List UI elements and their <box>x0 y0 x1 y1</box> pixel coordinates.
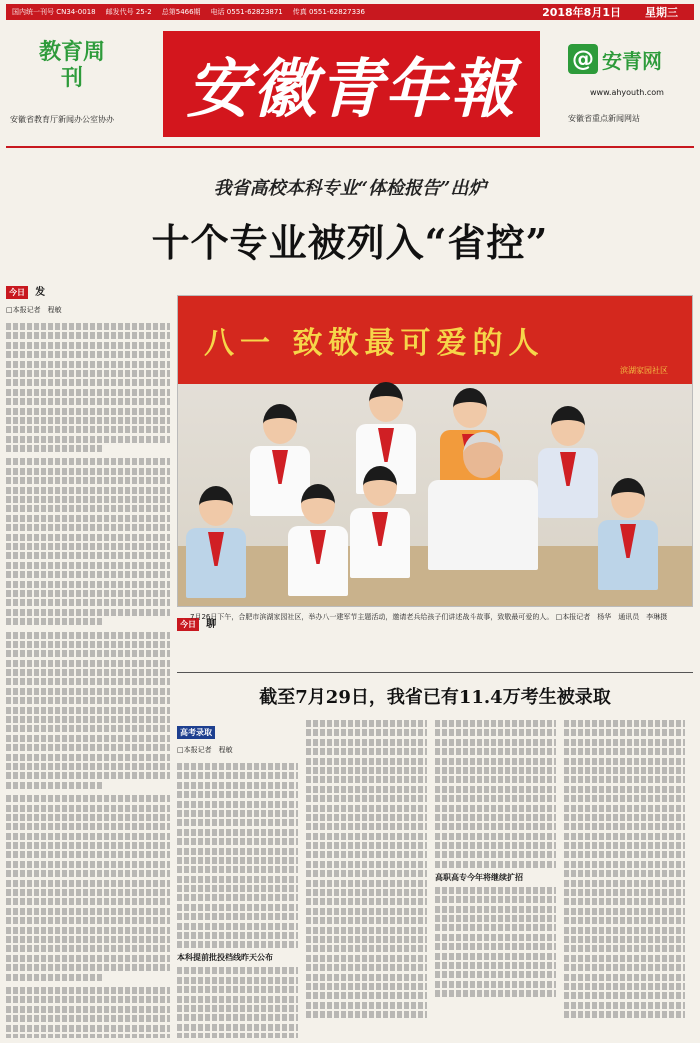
body-text-line <box>306 805 427 812</box>
body-text-line <box>435 720 556 727</box>
website-logo-text: 安青网 <box>602 48 662 73</box>
body-text-line <box>177 904 298 911</box>
banner-text: 八一 致敬最可爱的人 <box>204 326 545 361</box>
masthead-title: 安徽青年報 <box>186 52 517 127</box>
figure-head <box>301 484 335 524</box>
second-subhead-2: 高职高专今年将继续扩招 <box>435 872 523 882</box>
body-text-line <box>177 791 298 798</box>
body-text-line <box>177 913 298 920</box>
body-text-line <box>306 964 427 971</box>
body-text-line <box>6 688 170 695</box>
body-text-line <box>177 876 298 883</box>
body-text-line <box>6 361 170 368</box>
body-text-line <box>564 729 685 736</box>
figure-head <box>363 466 397 506</box>
photo-caption <box>190 612 690 622</box>
body-text-line <box>6 323 170 330</box>
body-text-line <box>435 887 556 894</box>
body-text-line <box>306 974 427 981</box>
red-scarf <box>560 452 576 486</box>
body-text-line <box>306 927 427 934</box>
body-text-line <box>6 389 170 396</box>
body-text-line <box>6 842 170 849</box>
figure-head <box>263 404 297 444</box>
second-section-marker <box>177 720 298 739</box>
body-text-line <box>6 697 170 704</box>
body-text-line <box>6 552 170 559</box>
second-article-column-1 <box>177 720 298 1038</box>
body-text-line <box>435 934 556 941</box>
second-article-column-3 <box>435 720 556 1038</box>
body-text-line <box>435 943 556 950</box>
second-headline: 截至7月29日，我省已有11.4万考生被录取 <box>259 687 611 708</box>
body-text-line <box>177 967 298 974</box>
body-text-line <box>6 861 170 868</box>
body-text-line <box>306 936 427 943</box>
body-text-line <box>6 927 170 934</box>
body-text-line <box>6 1025 170 1032</box>
body-text-line <box>564 786 685 793</box>
body-text-line <box>306 870 427 877</box>
body-text-line <box>177 829 298 836</box>
body-text-line <box>6 725 170 732</box>
telephone: 电话 0551-62823871 <box>210 8 283 16</box>
figure-body <box>538 448 598 518</box>
figure-head <box>463 432 503 478</box>
child-figure <box>186 486 246 598</box>
body-text-line <box>306 767 427 774</box>
body-text-line <box>435 971 556 978</box>
body-text-line <box>6 632 170 639</box>
figure-body <box>288 526 348 596</box>
body-text-line <box>435 805 556 812</box>
body-text-line <box>6 609 170 616</box>
body-text-line <box>306 758 427 765</box>
body-text-line <box>306 795 427 802</box>
caption-text: 7月26日下午，合肥市滨湖家园社区，举办八一建军节主题活动，邀请老兵给孩子们讲述战斗故事，致敬最可爱的人。 <box>190 613 554 621</box>
body-text-line <box>177 819 298 826</box>
body-text-line <box>564 805 685 812</box>
fax: 传真 0551-62827336 <box>292 8 365 16</box>
masthead <box>163 31 540 137</box>
body-text-line <box>6 370 170 377</box>
post-code: 邮发代号 25-2 <box>105 8 152 16</box>
body-text-line <box>306 842 427 849</box>
body-text-line <box>177 1033 298 1038</box>
body-text-line <box>435 814 556 821</box>
body-text-line <box>6 987 170 994</box>
body-text-line <box>6 889 170 896</box>
child-figure <box>350 466 410 578</box>
body-text-line <box>564 908 685 915</box>
body-text-line <box>6 445 104 452</box>
supplement-title: 教育周刊 <box>38 40 105 91</box>
body-text-line <box>435 729 556 736</box>
body-text-line <box>306 833 427 840</box>
second-byline: □本报记者 程敏 <box>177 746 233 754</box>
body-text-line <box>6 964 170 971</box>
child-figure <box>538 406 598 518</box>
body-text-line <box>177 848 298 855</box>
body-text-line <box>177 857 298 864</box>
body-text-line <box>6 1034 170 1038</box>
body-text-line <box>6 880 170 887</box>
body-text-line <box>6 426 170 433</box>
caption-credit: □本报记者 杨华 通讯员 李琳摄 <box>555 613 668 621</box>
body-text-line <box>564 974 685 981</box>
body-text-line <box>306 814 427 821</box>
body-text-line <box>6 379 170 386</box>
website-block <box>568 44 692 124</box>
body-text-line <box>435 915 556 922</box>
red-scarf <box>620 524 636 558</box>
body-text-line <box>6 408 170 415</box>
website-logo <box>568 44 692 74</box>
body-text-line <box>6 772 170 779</box>
body-text-line <box>6 618 104 625</box>
body-text-line <box>177 996 298 1003</box>
left-sponsor: 安徽省教育厅新闻办公室协办 <box>10 115 114 124</box>
body-text-line <box>564 917 685 924</box>
body-text-line <box>6 833 170 840</box>
body-text-line <box>177 1024 298 1031</box>
body-text-line <box>177 1014 298 1021</box>
body-text-line <box>6 678 170 685</box>
red-scarf <box>272 450 288 484</box>
body-text-line <box>6 590 170 597</box>
body-text-line <box>6 917 170 924</box>
body-text-line <box>6 782 104 789</box>
body-text-line <box>435 748 556 755</box>
body-text-line <box>306 851 427 858</box>
figure-head <box>453 388 487 428</box>
body-text-line <box>6 707 170 714</box>
body-text-line <box>6 1015 170 1022</box>
body-text-line <box>6 650 170 657</box>
body-text-line <box>306 945 427 952</box>
banner-subtext: 滨湖家园社区 <box>620 366 668 375</box>
body-text-line <box>435 786 556 793</box>
supplement-block <box>10 40 150 125</box>
second-article-column-2 <box>306 720 427 1038</box>
body-text-line <box>177 838 298 845</box>
left-article-column <box>6 280 170 1038</box>
body-text-line <box>564 842 685 849</box>
body-text-line <box>306 1002 427 1009</box>
right-sponsor: 安徽省重点新闻网站 <box>568 114 640 123</box>
red-scarf <box>310 530 326 564</box>
body-text-line <box>564 1002 685 1009</box>
body-text-line <box>306 917 427 924</box>
article-body-text <box>6 323 170 1038</box>
body-text-line <box>6 754 170 761</box>
body-text-line <box>6 945 170 952</box>
body-text-line <box>564 964 685 971</box>
body-text-line <box>564 870 685 877</box>
body-text-line <box>6 669 170 676</box>
body-text-line <box>6 599 170 606</box>
body-text-line <box>435 767 556 774</box>
body-text-line <box>306 861 427 868</box>
body-text-line <box>6 870 170 877</box>
body-text-line <box>6 823 170 830</box>
body-text-line <box>564 767 685 774</box>
body-text-line <box>435 776 556 783</box>
body-text-line <box>177 986 298 993</box>
body-text-line <box>177 782 298 789</box>
body-text-line <box>6 342 170 349</box>
body-text-line <box>435 795 556 802</box>
body-text-line <box>306 786 427 793</box>
body-text-line <box>564 983 685 990</box>
body-text-line <box>564 945 685 952</box>
child-figure <box>598 478 658 590</box>
caption-label: 聊 <box>206 619 217 630</box>
red-scarf <box>208 532 224 566</box>
veteran-figure <box>428 432 538 570</box>
body-text-line <box>6 805 170 812</box>
body-text-line <box>6 851 170 858</box>
red-scarf <box>372 512 388 546</box>
body-text-line <box>6 468 170 475</box>
section-divider <box>177 672 693 673</box>
body-text-line <box>6 581 170 588</box>
issue-weekday: 星期三 <box>645 6 678 19</box>
body-text-line <box>6 908 170 915</box>
figure-head <box>199 486 233 526</box>
body-text-line <box>435 861 556 868</box>
body-text-line <box>6 974 104 981</box>
body-text-line <box>6 571 170 578</box>
body-text-line <box>177 1005 298 1012</box>
body-text-line <box>435 981 556 988</box>
body-text-line <box>564 880 685 887</box>
body-text-line <box>564 833 685 840</box>
news-photo <box>177 295 693 607</box>
body-text-line <box>306 739 427 746</box>
body-text-line <box>6 505 170 512</box>
body-text-line <box>306 908 427 915</box>
body-text-line <box>564 936 685 943</box>
at-icon: @ <box>568 44 598 74</box>
body-text-line <box>306 992 427 999</box>
body-text-line <box>6 1006 170 1013</box>
second-subhead-1: 本科提前批投档线昨天公布 <box>177 953 273 963</box>
body-text-line <box>564 739 685 746</box>
body-text-line <box>6 458 170 465</box>
body-text-line <box>6 398 170 405</box>
masthead-divider <box>6 146 694 148</box>
child-figure <box>288 484 348 596</box>
body-text-line <box>6 515 170 522</box>
body-text-line <box>306 889 427 896</box>
body-text-line <box>564 758 685 765</box>
body-text-line <box>306 748 427 755</box>
body-text-line <box>177 801 298 808</box>
figure-head <box>369 382 403 422</box>
issue-number: 总第5466期 <box>161 8 201 16</box>
body-text-line <box>6 417 170 424</box>
top-info-bar <box>6 4 694 20</box>
body-text-line <box>435 851 556 858</box>
body-text-line <box>435 842 556 849</box>
body-text-line <box>306 880 427 887</box>
body-text-line <box>6 735 170 742</box>
body-text-line <box>6 477 170 484</box>
body-text-line <box>564 851 685 858</box>
body-text-line <box>564 861 685 868</box>
figure-head <box>611 478 645 518</box>
body-text-line <box>435 896 556 903</box>
body-text-line <box>6 660 170 667</box>
body-text-line <box>177 941 298 948</box>
body-text-line <box>435 924 556 931</box>
body-text-line <box>6 716 170 723</box>
body-text-line <box>435 833 556 840</box>
body-text-line <box>435 962 556 969</box>
figure-body <box>186 528 246 598</box>
body-text-line <box>177 763 298 770</box>
body-text-line <box>6 795 170 802</box>
body-text-line <box>6 641 170 648</box>
body-text-line <box>306 729 427 736</box>
body-text-line <box>177 866 298 873</box>
body-text-line <box>435 739 556 746</box>
issue-date: 2018年8月1日 <box>542 6 621 19</box>
figure-head <box>551 406 585 446</box>
body-text-line <box>177 885 298 892</box>
body-text-line <box>564 898 685 905</box>
body-text-line <box>6 487 170 494</box>
body-text-line <box>177 894 298 901</box>
body-text-line <box>564 795 685 802</box>
body-text-line <box>564 889 685 896</box>
body-text-line <box>6 898 170 905</box>
body-text-line <box>306 823 427 830</box>
article-kicker: 我省高校本科专业“体检报告”出炉 <box>213 178 487 199</box>
article-byline: □本报记者 程敏 <box>6 306 62 314</box>
figure-body <box>598 520 658 590</box>
section-marker <box>6 280 170 299</box>
body-text-line <box>306 898 427 905</box>
body-text-line <box>564 776 685 783</box>
body-text-line <box>6 351 170 358</box>
body-text-line <box>6 534 170 541</box>
body-text-line <box>177 810 298 817</box>
body-text-line <box>6 543 170 550</box>
body-text-line <box>306 776 427 783</box>
body-text-line <box>306 720 427 727</box>
body-text-line <box>6 996 170 1003</box>
body-text-line <box>564 992 685 999</box>
body-text-line <box>6 496 170 503</box>
red-scarf <box>378 428 394 462</box>
body-text-line <box>564 955 685 962</box>
body-text-line <box>6 936 170 943</box>
body-text-line <box>435 758 556 765</box>
body-text-line <box>6 955 170 962</box>
body-text-line <box>564 814 685 821</box>
section-label: 发 <box>35 287 46 298</box>
body-text-line <box>564 1011 685 1018</box>
body-text-line <box>6 814 170 821</box>
cn-code: 国内统一刊号 CN34-0018 <box>12 8 96 16</box>
body-text-line <box>435 953 556 960</box>
body-text-line <box>435 990 556 997</box>
second-tag: 高考录取 <box>177 726 215 739</box>
body-text-line <box>177 923 298 930</box>
photo-banner <box>178 296 693 384</box>
body-text-line <box>435 906 556 913</box>
body-text-line <box>177 932 298 939</box>
second-article-column-4 <box>564 720 685 1038</box>
caption-tag: 今日 <box>177 618 199 631</box>
body-text-line <box>435 823 556 830</box>
website-url: www.ahyouth.com <box>590 88 664 97</box>
body-text-line <box>564 927 685 934</box>
body-text-line <box>306 983 427 990</box>
body-text-line <box>6 332 170 339</box>
body-text-line <box>6 744 170 751</box>
body-text-line <box>564 748 685 755</box>
article-headline: 十个专业被列入“省控” <box>151 220 549 265</box>
body-text-line <box>177 977 298 984</box>
body-text-line <box>306 1011 427 1018</box>
body-text-line <box>564 720 685 727</box>
body-text-line <box>564 823 685 830</box>
body-text-line <box>6 763 170 770</box>
figure-body <box>428 480 538 570</box>
body-text-line <box>6 436 170 443</box>
body-text-line <box>6 524 170 531</box>
body-text-line <box>306 955 427 962</box>
figure-body <box>350 508 410 578</box>
section-tag: 今日 <box>6 286 28 299</box>
body-text-line <box>6 562 170 569</box>
body-text-line <box>177 772 298 779</box>
